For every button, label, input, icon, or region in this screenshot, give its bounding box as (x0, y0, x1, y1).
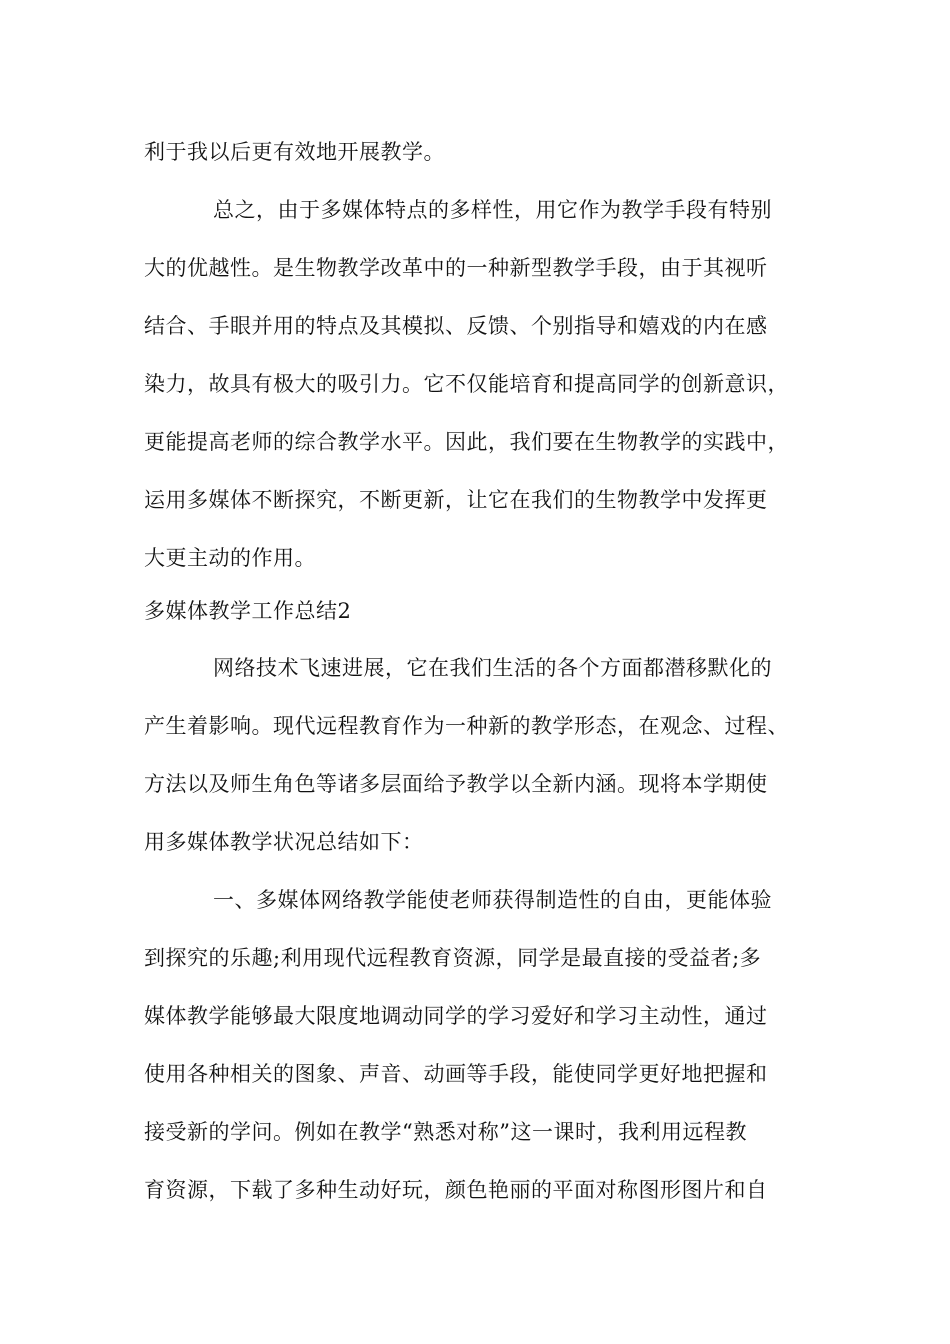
text-line: 结合、手眼并用的特点及其模拟、反馈、个别指导和嬉戏的内在感 (144, 314, 768, 338)
text-line: 更能提高老师的综合教学水平。因此，我们要在生物教学的实践中， (144, 430, 789, 454)
text-line: 大更主动的作用。 (144, 546, 316, 570)
text-line: 用多媒体教学状况总结如下： (144, 830, 424, 854)
text-line: 一、多媒体网络教学能使老师获得制造性的自由，更能体验 (213, 888, 772, 912)
text-line: 网络技术飞速进展，它在我们生活的各个方面都潜移默化的 (213, 656, 772, 680)
section-heading: 多媒体教学工作总结2 (144, 599, 352, 623)
text-line: 方法以及师生角色等诸多层面给予教学以全新内涵。现将本学期使 (144, 772, 768, 796)
text-line: 使用各种相关的图象、声音、动画等手段，能使同学更好地把握和 (144, 1062, 768, 1086)
text-line: 育资源，下载了多种生动好玩，颜色艳丽的平面对称图形图片和自 (144, 1178, 768, 1202)
text-line: 运用多媒体不断探究，不断更新，让它在我们的生物教学中发挥更 (144, 488, 768, 512)
text-line: 媒体教学能够最大限度地调动同学的学习爱好和学习主动性，通过 (144, 1004, 768, 1028)
text-line: 利于我以后更有效地开展教学。 (144, 140, 445, 164)
text-line: 大的优越性。是生物教学改革中的一种新型教学手段，由于其视听 (144, 256, 768, 280)
text-line: 染力，故具有极大的吸引力。它不仅能培育和提高同学的创新意识， (144, 372, 789, 396)
text-line: 到探究的乐趣;利用现代远程教育资源，同学是最直接的受益者;多 (144, 946, 762, 970)
text-line: 总之，由于多媒体特点的多样性，用它作为教学手段有特别 (213, 198, 772, 222)
text-line: 接受新的学问。例如在教学“熟悉对称”这一课时，我利用远程教 (144, 1120, 747, 1144)
text-line: 产生着影响。现代远程教育作为一种新的教学形态，在观念、过程、 (144, 714, 789, 738)
